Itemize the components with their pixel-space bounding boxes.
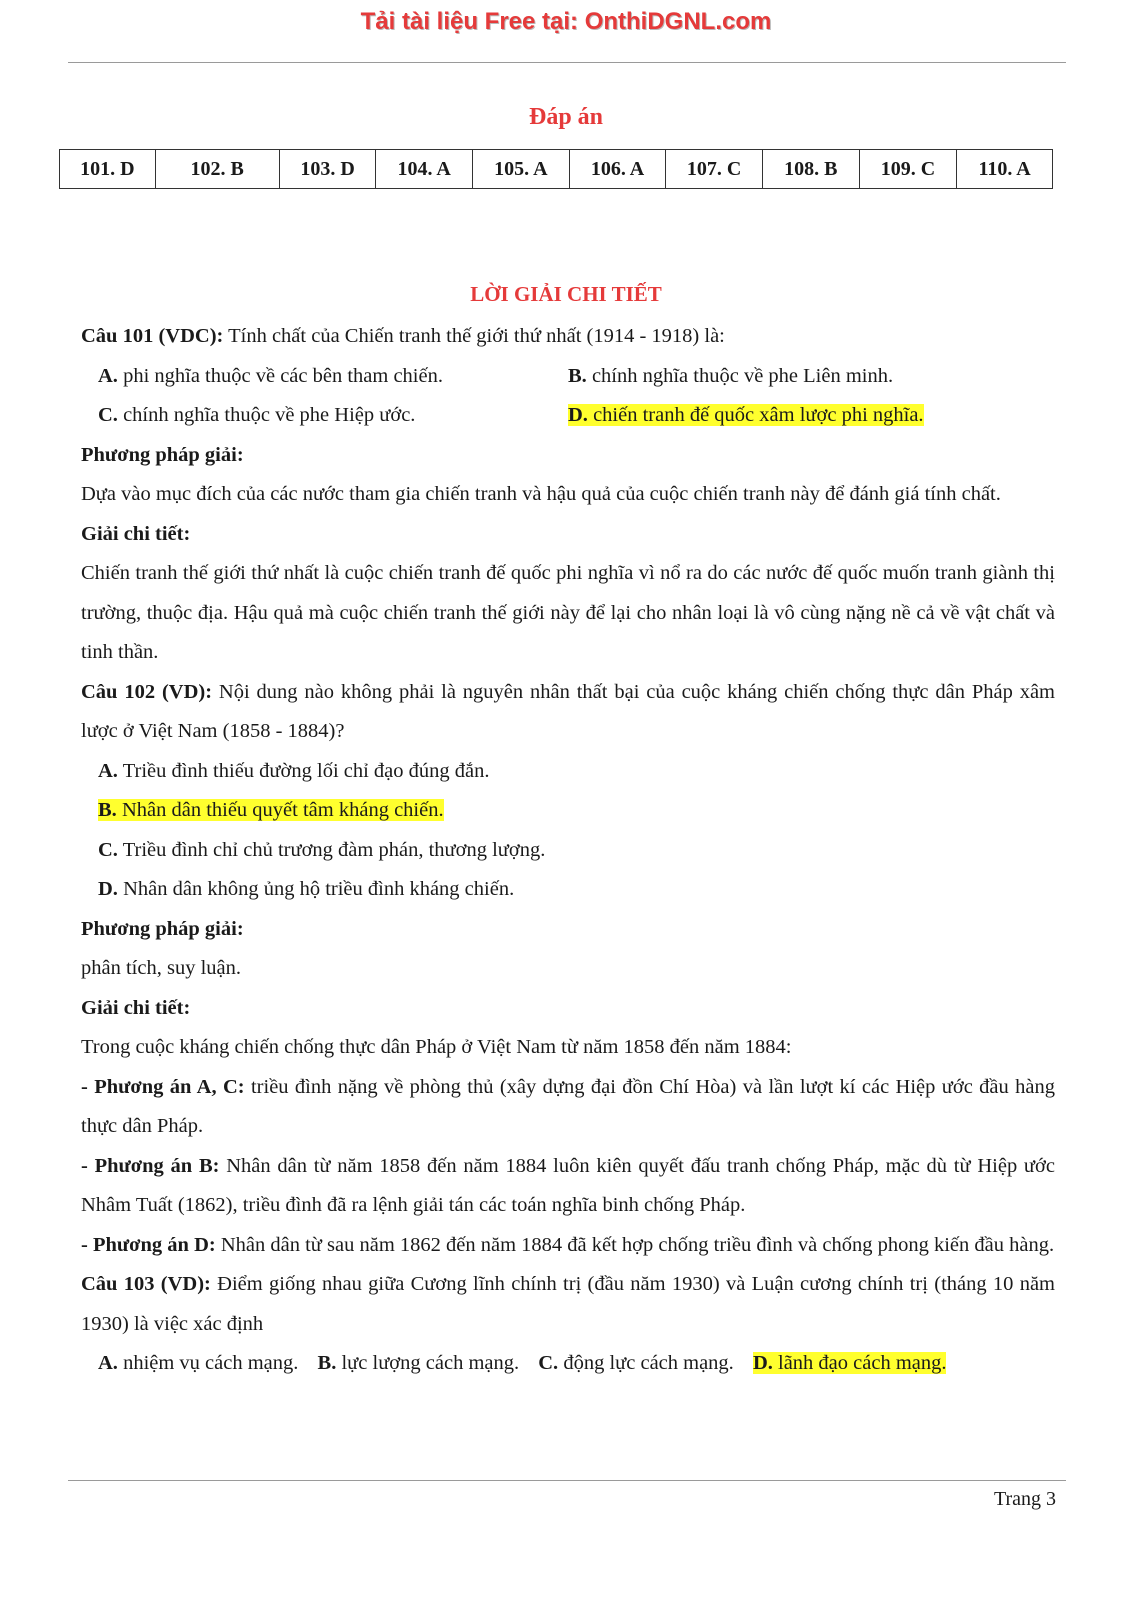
detail-intro: Trong cuộc kháng chiến chống thực dân Pháp ở Việt Nam từ năm 1858 đến năm 1884: [81,1036,792,1058]
explanation-d [81,1226,1055,1266]
detail-label: Giải chi tiết: [81,996,191,1019]
answer-cell: 109. C [859,150,957,189]
option-d [81,870,1055,910]
solutions-content [81,317,1055,1384]
options-row [81,1344,1055,1384]
option-text: phi nghĩa thuộc về các bên tham chiến. [117,364,443,387]
detailed-solutions-title: LỜI GIẢI CHI TIẾT [470,282,662,306]
answer-cell: 104. A [376,150,473,189]
option-text: lực lượng cách mạng. [336,1352,520,1374]
option-d-correct [753,1352,947,1374]
question-text: Tính chất của Chiến tranh thế giới thứ nhất (1914 - 1918) là: [223,325,725,347]
detail-text: Chiến tranh thế giới thứ nhất là cuộc chiến tranh đế quốc phi nghĩa vì nổ ra do các nước đế quốc muốn tranh giành thị trường, thuộc địa. Hậu quả mà cuộc chiến tranh thế giới này để lại cho nhân loại là vô cùng nặng nề cả về vật chất và tinh thần. [81,562,1055,663]
option-b [318,1352,520,1374]
option-text: Triều đình chỉ chủ trương đàm phán, thương lượng. [117,838,546,861]
option-b [568,357,893,397]
site-banner: Tải tài liệu Free tại: OnthiDGNL.com [360,8,772,35]
option-text: Triều đình thiếu đường lối chỉ đạo đúng đắn. [117,759,490,782]
question-text: Nội dung nào không phải là nguyên nhân thất bại của cuộc kháng chiến chống thực dân Pháp xâm lược ở Việt Nam (1858 - 1884)? [81,680,1055,742]
option-key: B. [568,364,587,387]
option-c [538,1352,734,1374]
question-label: Câu 102 (VD): [81,680,213,703]
option-key: D. [98,878,118,900]
option-key: D. [752,1352,773,1374]
answer-cell: 103. D [279,150,376,189]
option-key: C. [538,1352,559,1374]
answer-key-table [59,149,1053,189]
option-text: chính nghĩa thuộc về phe Liên minh. [586,364,894,387]
option-key: A. [98,364,118,387]
header-divider [68,62,1066,63]
option-text: nhiệm vụ cách mạng. [117,1352,299,1374]
option-text: lãnh đạo cách mạng. [772,1352,947,1374]
question-label: Câu 103 (VD): [81,1273,211,1295]
method-label: Phương pháp giải: [81,917,244,940]
explanation-text: Nhân dân từ năm 1858 đến năm 1884 luôn kiên quyết đấu tranh chống Pháp, mặc dù từ Hiệp ước Nhâm Tuất (1862), triều đình đã ra lệnh giải tán các toán nghĩa binh chống Pháp. [81,1154,1055,1216]
answer-cell: 106. A [569,150,666,189]
explanation-text: triều đình nặng về phòng thủ (xây dựng đại đồn Chí Hòa) và lần lượt kí các Hiệp ước đầu hàng thực dân Pháp. [81,1075,1055,1137]
option-key: D. [568,404,588,426]
question-text: Điểm giống nhau giữa Cương lĩnh chính trị (đầu năm 1930) và Luận cương chính trị (tháng 10 năm 1930) là việc xác định [81,1273,1055,1335]
option-key: A. [98,759,118,782]
method-label: Phương pháp giải: [81,443,244,466]
explanation-text: Nhân dân từ sau năm 1862 đến năm 1884 đã kết hợp chống triều đình và chống phong kiến đầu hàng. [215,1233,1055,1256]
question-101 [81,317,1055,357]
explanation-ac [81,1068,1055,1147]
method-text: Dựa vào mục đích của các nước tham gia chiến tranh và hậu quả của cuộc chiến tranh này để đánh giá tính chất. [81,483,1001,505]
correct-answer-highlight [98,799,444,821]
option-text: chính nghĩa thuộc về phe Hiệp ước. [117,404,416,426]
detail-label: Giải chi tiết: [81,522,191,545]
option-key: C. [98,404,118,426]
answer-cell: 107. C [666,150,763,189]
method-text: phân tích, suy luận. [81,957,241,979]
answer-cell: 101. D [60,150,156,189]
option-key: A. [98,1352,118,1374]
question-label: Câu 101 (VDC): [81,325,224,347]
option-text: động lực cách mạng. [558,1352,734,1374]
option-key: C. [98,838,118,861]
answer-cell: 110. A [957,150,1053,189]
question-102 [81,673,1055,752]
correct-answer-highlight [568,404,924,426]
option-b-correct [81,791,1055,831]
options-row [81,396,1055,436]
option-a [98,357,568,397]
option-c [98,396,568,436]
question-103 [81,1265,1055,1344]
answers-title: Đáp án [528,104,604,130]
explanation-label: - Phương án B: [81,1154,220,1177]
footer-divider [68,1480,1066,1481]
option-d-correct [568,396,924,436]
option-key: B. [317,1352,337,1374]
answer-cell: 105. A [473,150,570,189]
option-text: chiến tranh đế quốc xâm lược phi nghĩa. [587,404,924,426]
options-row [81,357,1055,397]
option-a [81,752,1055,792]
answer-cell: 108. B [762,150,859,189]
option-text: Nhân dân không ủng hộ triều đình kháng chiến. [117,878,515,900]
option-a [98,1352,298,1374]
explanation-b [81,1147,1055,1226]
answer-cell: 102. B [155,150,279,189]
option-c [81,831,1055,871]
page-number: Trang 3 [993,1488,1056,1510]
option-text: Nhân dân thiếu quyết tâm kháng chiến. [116,799,444,821]
explanation-label: - Phương án A, C: [81,1075,245,1098]
explanation-label: - Phương án D: [81,1233,216,1256]
option-key: B. [98,799,117,821]
